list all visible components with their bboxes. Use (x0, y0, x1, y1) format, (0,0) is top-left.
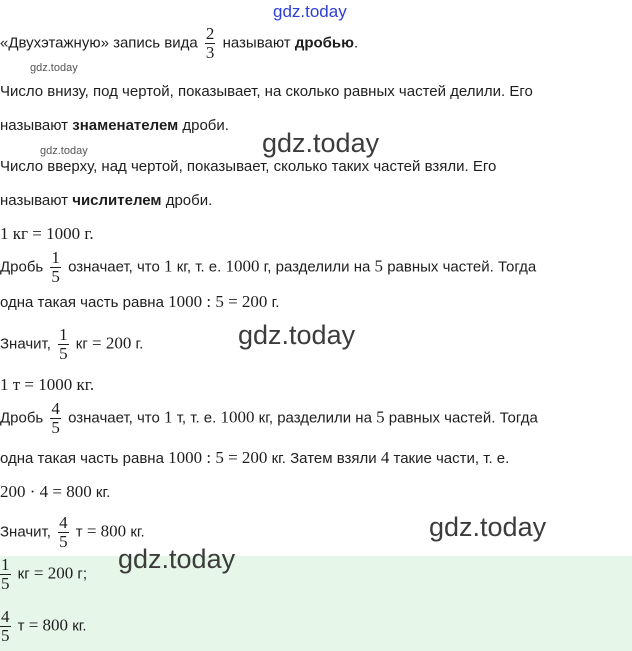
text: г; (77, 565, 88, 583)
text: кг, т. е. (176, 258, 222, 276)
text: называют (0, 117, 69, 134)
fraction-4-5-meaning-line-2 (0, 448, 509, 468)
watermark-small: gdz.today (30, 62, 78, 74)
numerator: 1 (51, 248, 60, 267)
text: . (353, 34, 359, 52)
watermark-big: gdz.today (118, 544, 236, 574)
text: называют (0, 192, 69, 209)
answer-line-2 (0, 608, 87, 645)
number: 5 (376, 407, 385, 427)
numerator: 1 (59, 325, 68, 344)
text: г, разделили на (263, 258, 371, 276)
denominator: 3 (205, 43, 215, 62)
watermark-big: gdz.today (429, 512, 547, 542)
text: г. (271, 294, 280, 311)
text: т (17, 617, 25, 635)
multiplication-expression: 200 · 4 = 800 (0, 482, 92, 501)
answer-box (0, 556, 632, 651)
denominator-explanation-line-1: Число внизу, под чертой, показывает, на сколько равных частей делили. Его (0, 83, 533, 100)
equation: = 200 (92, 333, 132, 353)
text: называют (222, 34, 291, 52)
text: равных частей. Тогда (387, 258, 537, 276)
denominator: 5 (51, 267, 60, 286)
fraction-4-5-meaning-line-3 (0, 482, 110, 502)
numerator-explanation-line-1: Число вверху, над чертой, показывает, сколько таких частей взяли. Его (0, 158, 497, 175)
fraction-1-5 (50, 249, 61, 286)
fraction-4-5 (50, 400, 61, 437)
term-fraction: дробью (294, 34, 354, 52)
text: г. (135, 335, 144, 353)
term-numerator: числителем (72, 192, 162, 209)
numerator: 4 (59, 513, 68, 532)
fraction-4-5 (0, 608, 11, 645)
text: Значит, (0, 523, 51, 541)
text: такие части, т. е. (393, 450, 510, 467)
denominator: 5 (1, 574, 10, 593)
text: Дробь (0, 258, 44, 276)
text: дроби. (182, 117, 229, 134)
number: 1 (164, 256, 173, 276)
text: «Двухэтажную» запись вида (0, 34, 198, 52)
denominator: 5 (59, 532, 68, 551)
text: означает, что (68, 258, 160, 276)
denominator: 5 (51, 418, 60, 437)
numerator: 1 (1, 555, 10, 574)
text: кг. (130, 523, 145, 541)
watermark-big: gdz.today (238, 320, 356, 350)
number: 4 (380, 448, 390, 467)
denominator: 5 (1, 626, 10, 645)
text: одна такая часть равна (0, 450, 164, 467)
denominator: 5 (59, 344, 68, 363)
text: кг, разделили на (258, 409, 372, 427)
watermark-small: gdz.today (40, 145, 88, 157)
text: кг. Затем взяли (271, 450, 377, 467)
text: кг. (95, 484, 111, 501)
fraction-4-5 (58, 514, 69, 551)
answer-line-1 (0, 556, 87, 593)
text: равных частей. Тогда (388, 409, 538, 427)
text: Дробь (0, 409, 44, 427)
number: 1000 (220, 407, 255, 427)
fraction-2-3 (205, 25, 216, 62)
text: т, т. е. (176, 409, 217, 427)
fraction-1-5 (58, 326, 69, 363)
watermark-big: gdz.today (262, 128, 380, 158)
number: 1 (164, 407, 173, 427)
definition-fraction-line (0, 25, 358, 62)
text: кг (75, 335, 88, 353)
text: Значит, (0, 335, 51, 353)
text: дроби. (165, 192, 213, 209)
text: т (75, 523, 83, 541)
t-to-kg-equation: 1 т = 1000 кг. (0, 375, 95, 394)
number: 1000 (225, 256, 260, 276)
text: одна такая часть равна (0, 294, 164, 311)
division-expression: 1000 : 5 = 200 (168, 448, 268, 467)
text: кг (17, 565, 30, 583)
equation: = 800 (86, 521, 127, 541)
fraction-1-5-meaning-line-1 (0, 249, 536, 286)
numerator-explanation-line-2 (0, 192, 212, 209)
denominator-explanation-line-2 (0, 117, 229, 134)
equation: = 800 (28, 615, 69, 635)
term-denominator: знаменателем (72, 117, 179, 134)
numerator: 4 (51, 399, 60, 418)
equation: = 200 (33, 563, 74, 583)
numerator: 4 (1, 607, 10, 626)
kg-to-g-equation: 1 кг = 1000 г. (0, 224, 94, 243)
text: кг. (72, 617, 87, 635)
fraction-4-5-meaning-line-1 (0, 400, 538, 437)
number: 5 (374, 256, 384, 276)
fraction-1-5-meaning-line-2 (0, 292, 279, 312)
numerator: 2 (205, 24, 215, 43)
division-expression: 1000 : 5 = 200 (168, 292, 268, 311)
conclusion-1-5-kg (0, 326, 143, 363)
fraction-1-5 (0, 556, 11, 593)
watermark-top: gdz.today (273, 2, 347, 21)
text: означает, что (68, 409, 160, 427)
